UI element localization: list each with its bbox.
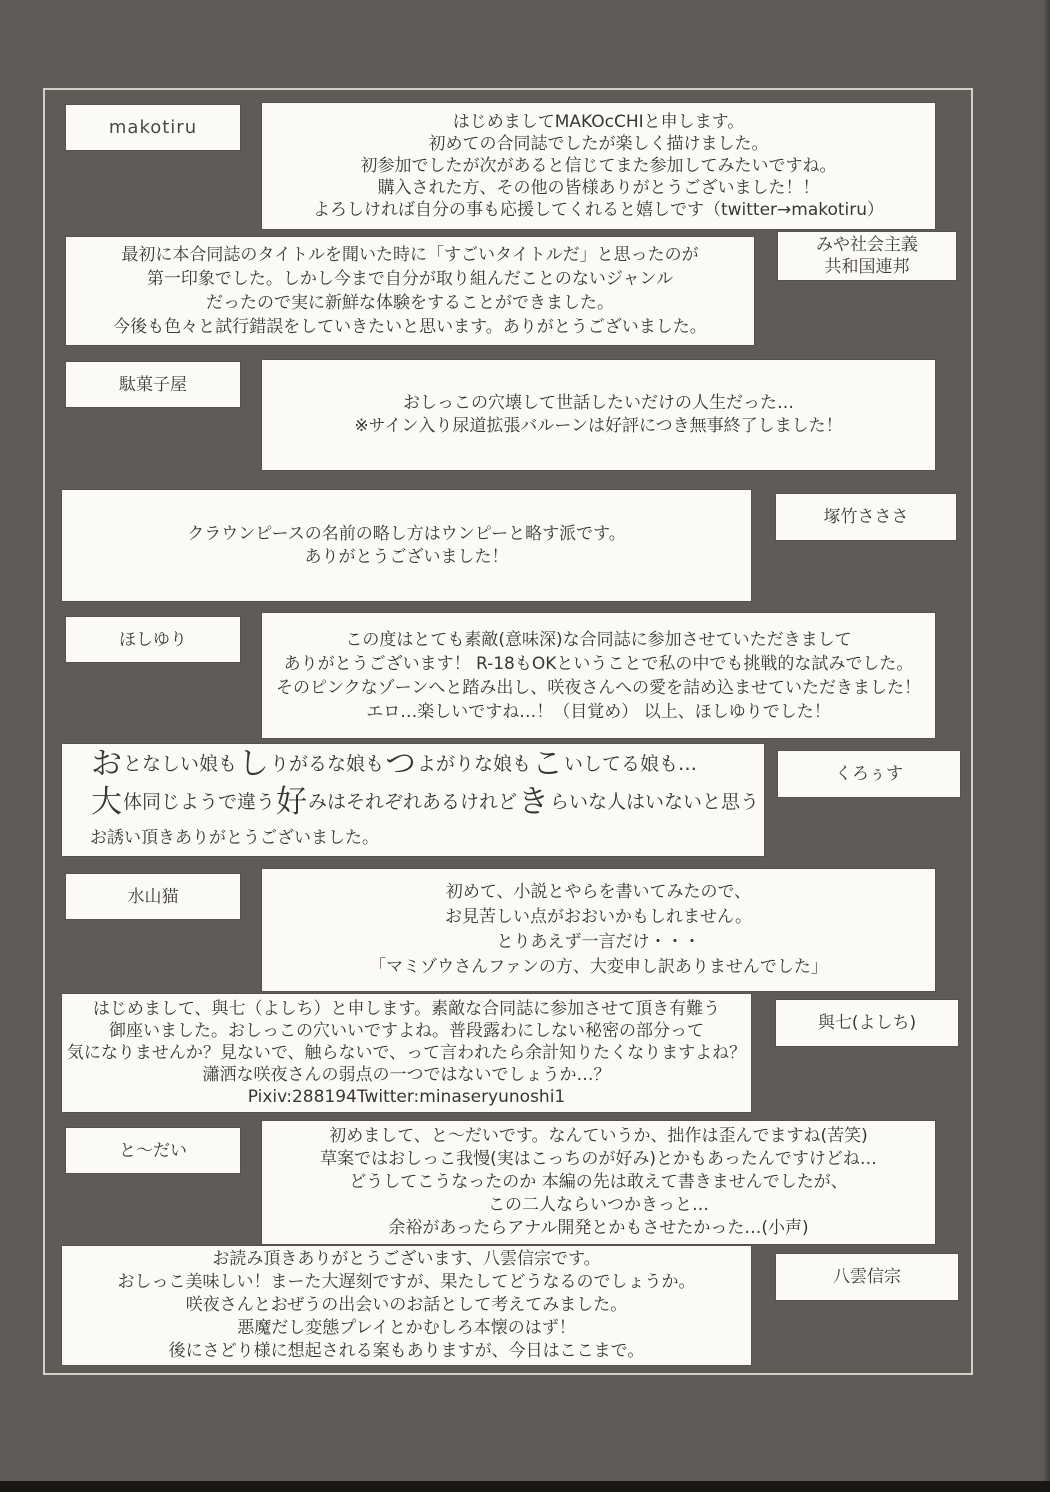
author-name: みや社会主義 <box>816 235 918 255</box>
comment-line: 後にさどり様に想起される案もありますが、今日はここまで。 <box>168 1341 645 1361</box>
comment-box-todai <box>262 1121 935 1244</box>
comment-box-yoshichi <box>62 994 751 1112</box>
comment-line: この二人ならいつかきっと… <box>488 1195 709 1215</box>
author-name: 八雲信宗 <box>833 1267 901 1287</box>
author-name: 共和国連邦 <box>824 257 910 277</box>
comment-line: クラウンピースの名前の略し方はウンピーと略す派です。 <box>187 523 626 544</box>
author-name: 塚竹さささ <box>823 507 909 527</box>
comment-line: 初参加でしたが次があると信じてまた参加してみたいですね。 <box>360 156 837 176</box>
comment-line: エロ…楽しいですね…！（目覚め） 以上、ほしゆりでした！ <box>366 701 831 722</box>
comment-box-hoshiyuri <box>262 613 935 738</box>
author-name-box-makotiru <box>66 105 240 150</box>
comment-line: よろしければ自分の事も応援してくれると嬉しです（twitter→makotiru） <box>312 200 885 220</box>
comment-line: 気になりませんか？見ないで、触らないで、って言われたら余計知りたくなりますよね？ <box>66 1043 747 1063</box>
comment-box-mizuyamaneko <box>262 869 935 991</box>
author-name-box-miya <box>778 232 956 280</box>
author-name-box-yoshichi <box>776 1000 958 1046</box>
comment-line: 初めて、小説とやらを書いてみたので、 <box>445 882 752 902</box>
comment-line: ありがとうございました！ <box>304 546 509 567</box>
comment-line: ありがとうございます！ R-18もOKということで私の中でも挑戦的な試みでした。 <box>283 653 914 674</box>
comment-line: 第一印象でした。しかし今まで自分が取り組んだことのないジャンル <box>146 269 674 289</box>
author-name: 駄菓子屋 <box>119 374 187 395</box>
comment-line: おしっこ美味しい！まーた大遅刻ですが、果たしてどうなるのでしょうか。 <box>117 1272 696 1292</box>
comment-line: おしっこの穴壊して世話したいだけの人生だった… <box>403 393 794 413</box>
comment-line: 初めての合同誌でしたが楽しく描けました。 <box>428 134 769 154</box>
comment-line: ※サイン入り尿道拡張バルーンは好評につき無事終了しました！ <box>354 416 843 436</box>
scan-edge-shadow-bottom <box>0 1481 1050 1492</box>
author-name: 水山猫 <box>127 886 179 907</box>
comment-line: 今後も色々と試行錯誤をしていきたいと思います。ありがとうございました。 <box>113 317 707 337</box>
comment-line: 悪魔だし変態プレイとかむしろ本懐のはず！ <box>237 1318 576 1338</box>
scan-edge-shadow-right <box>1043 0 1050 1492</box>
comment-line: この度はとても素敵(意味深)な合同誌に参加させていただきまして <box>345 629 852 650</box>
comment-box-miya <box>66 237 754 345</box>
comment-line: どうしてこうなったのか 本編の先は敢えて書きませんでしたが、 <box>349 1172 848 1192</box>
comment-line: 御座いました。おしっこの穴いいですよね。普段露わにしない秘密の部分って <box>109 1021 704 1041</box>
comment-line: 草案ではおしっこ我慢(実はこっちのが好み)とかもあったんですけどね… <box>320 1149 877 1169</box>
comment-line: 初めまして、と〜だいです。なんていうか、拙作は歪んでますね(苦笑) <box>329 1126 868 1146</box>
comment-line: そのピンクなゾーンへと踏み出し、咲夜さんへの愛を詰め込ませていただきました！ <box>276 677 921 698</box>
comment-line: お見苦しい点がおおいかもしれません。 <box>444 907 753 927</box>
comment-box-dagashiya <box>262 360 935 470</box>
author-name-box-tsukatake <box>776 494 956 540</box>
author-name-box-mizuyamaneko <box>66 874 240 919</box>
comment-line: お誘い頂きありがとうございました。 <box>90 827 379 848</box>
comment-line: お読み頂きありがとうございます、八雲信宗です。 <box>212 1249 601 1269</box>
comment-box-yakumo <box>62 1246 751 1365</box>
comment-line: とりあえず一言だけ・・・ <box>496 932 701 952</box>
comment-line: はじめましてMAKOcCHIと申します。 <box>452 112 745 132</box>
author-name-box-kurousu <box>778 751 960 797</box>
comment-line: 最初に本合同誌のタイトルを聞いた時に「すごいタイトルだ」と思ったのが <box>121 245 699 265</box>
comment-line: だったので実に新鮮な体験をすることができました。 <box>206 293 614 313</box>
author-name: makotiru <box>108 116 198 138</box>
author-name-box-yakumo <box>776 1254 958 1300</box>
comment-line: 瀟洒な咲夜さんの弱点の一つではないでしょうか…？ <box>202 1065 611 1085</box>
comment-line: 購入された方、その他の皆様ありがとうございました！！ <box>377 178 820 198</box>
author-name: と〜だい <box>119 1140 187 1161</box>
comment-box-makotiru <box>262 103 935 229</box>
comment-line: Pixiv:288194Twitter:minaseryunoshi1 <box>247 1087 566 1107</box>
author-name: ほしゆり <box>119 629 187 650</box>
comment-box-tsukatake <box>62 490 751 601</box>
author-name-box-todai <box>66 1128 240 1173</box>
comment-line: 大 体同じようで違う 好 みはそれぞれあるけれど き らいな人はいないと思う <box>91 783 760 820</box>
comment-line: お となしい娘も し りがるな娘も つ よがりな娘も こ いしてる娘も… <box>91 745 698 782</box>
comment-line: 余裕があったらアナル開発とかもさせたかった…(小声) <box>388 1218 809 1238</box>
comment-box-kurousu <box>62 744 764 856</box>
author-name-box-dagashiya <box>66 362 240 407</box>
comment-line: 咲夜さんとおぜうの出会いのお話として考えてみました。 <box>185 1295 628 1315</box>
author-name: 與七(よしち) <box>817 1013 917 1033</box>
comment-line: 「マミゾウさんファンの方、大変申し訳ありませんでした」 <box>369 957 828 977</box>
comment-line: はじめまして、與七（よしち）と申します。素敵な合同誌に参加させて頂き有難う <box>92 999 721 1019</box>
author-name: くろぅす <box>835 764 903 784</box>
author-name-box-hoshiyuri <box>66 617 240 662</box>
